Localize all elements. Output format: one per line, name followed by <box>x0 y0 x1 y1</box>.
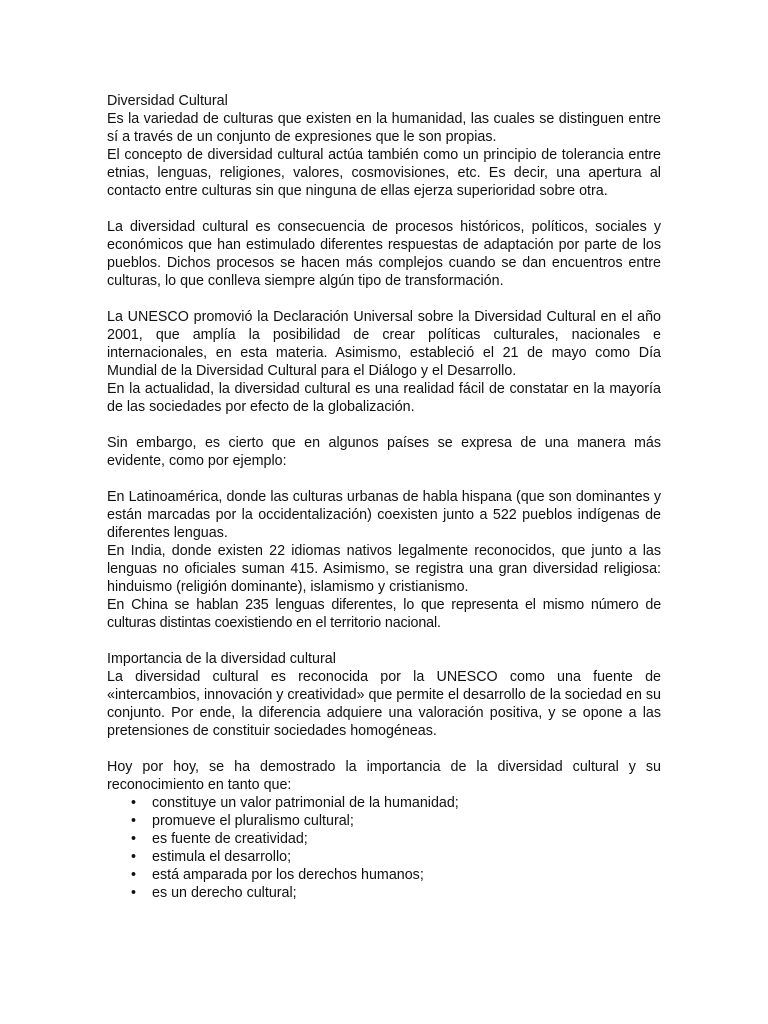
bullet-icon: • <box>131 885 137 901</box>
paragraph-spacer <box>107 740 661 758</box>
list-item <box>107 830 661 848</box>
bullet-icon: • <box>131 795 137 811</box>
list-item-text: constituye un valor patrimonial de la humanidad; <box>152 795 459 811</box>
document-page <box>107 92 661 902</box>
example-china: En China se hablan 235 lenguas diferentes, lo que representa el mismo número de culturas distintas coexistiendo en el territorio nacional. <box>107 597 661 631</box>
bullet-icon: • <box>131 867 137 883</box>
list-item <box>107 866 661 884</box>
list-item-text: es un derecho cultural; <box>152 885 297 901</box>
list-item-text: promueve el pluralismo cultural; <box>152 813 354 829</box>
bullet-icon: • <box>131 813 137 829</box>
importance-paragraph: La diversidad cultural es reconocida por la UNESCO como una fuente de «intercambios, innovación y creatividad» que permite el desarrollo de la sociedad en su conjunto. Por ende, la diferencia adquiere una valoración positiva, y se opone a las pretensiones de constituir sociedades homogéneas. <box>107 669 661 739</box>
paragraph-spacer <box>107 200 661 218</box>
examples-intro-paragraph: Sin embargo, es cierto que en algunos países se expresa de una manera más evidente, como por ejemplo: <box>107 435 661 469</box>
paragraph-spacer <box>107 290 661 308</box>
paragraph-spacer <box>107 470 661 488</box>
bullet-list <box>107 794 661 902</box>
example-india: En India, donde existen 22 idiomas nativos legalmente reconocidos, que junto a las lenguas no oficiales suman 415. Asimismo, se registra una gran diversidad religiosa: hinduismo (religión dominante), islamismo y cristianismo. <box>107 543 661 595</box>
intro-paragraph-1: Es la variedad de culturas que existen en la humanidad, las cuales se distinguen entre sí a través de un conjunto de expresiones que le son propias. <box>107 111 661 145</box>
list-item-text: estimula el desarrollo; <box>152 849 292 865</box>
list-item-text: está amparada por los derechos humanos; <box>152 867 424 883</box>
importance-heading: Importancia de la diversidad cultural <box>107 651 336 667</box>
intro-paragraph-2: El concepto de diversidad cultural actúa también como un principio de tolerancia entre etnias, lenguas, religiones, valores, cosmovisiones, etc. Es decir, una apertura al contacto entre culturas sin que ninguna de ellas ejerza superioridad sobre otra. <box>107 147 661 199</box>
paragraph-spacer <box>107 632 661 650</box>
unesco-paragraph-1: La UNESCO promovió la Declaración Universal sobre la Diversidad Cultural en el año 2001, que amplía la posibilidad de crear políticas culturales, nacionales e internacionales, en esta materia. Asimismo, estableció el 21 de mayo como Día Mundial de la Diversidad Cultural para el Diálogo y el Desarrollo. <box>107 309 661 379</box>
bullet-icon: • <box>131 831 137 847</box>
bullet-icon: • <box>131 849 137 865</box>
list-item-text: es fuente de creatividad; <box>152 831 308 847</box>
list-item <box>107 812 661 830</box>
recognition-intro-paragraph: Hoy por hoy, se ha demostrado la importancia de la diversidad cultural y su reconocimiento en tanto que: <box>107 759 661 793</box>
list-item <box>107 794 661 812</box>
historical-paragraph: La diversidad cultural es consecuencia de procesos históricos, políticos, sociales y económicos que han estimulado diferentes respuestas de adaptación por parte de los pueblos. Dichos procesos se hacen más complejos cuando se dan encuentros entre culturas, lo que conlleva siempre algún tipo de transformación. <box>107 219 661 289</box>
unesco-paragraph-2: En la actualidad, la diversidad cultural es una realidad fácil de constatar en la mayoría de las sociedades por efecto de la globalización. <box>107 381 661 415</box>
list-item <box>107 884 661 902</box>
list-item <box>107 848 661 866</box>
example-latinoamerica: En Latinoamérica, donde las culturas urbanas de habla hispana (que son dominantes y están marcadas por la occidentalización) coexisten junto a 522 pueblos indígenas de diferentes lenguas. <box>107 489 661 541</box>
document-title: Diversidad Cultural <box>107 93 228 109</box>
paragraph-spacer <box>107 416 661 434</box>
